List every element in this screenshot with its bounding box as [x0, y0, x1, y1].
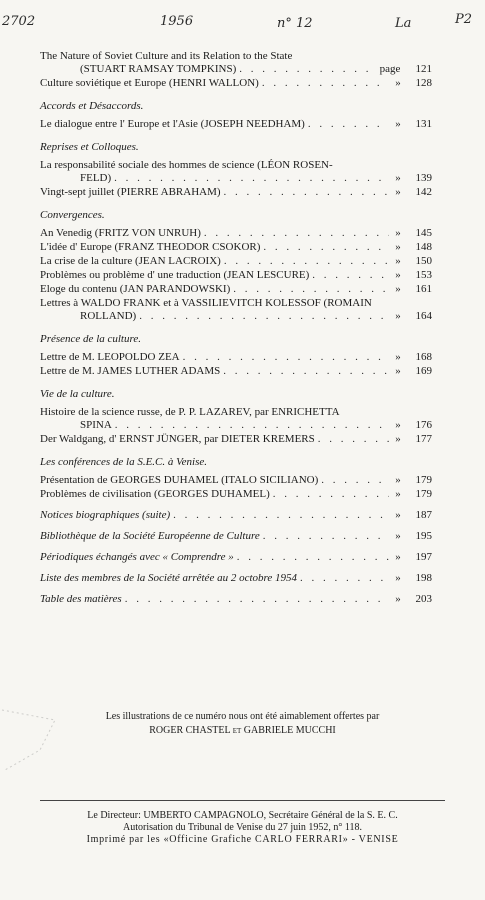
dot-leader: [224, 255, 389, 268]
section-heading: Convergences.: [40, 209, 105, 221]
toc-entry-title: The Nature of Soviet Culture and its Relation to the State: [40, 50, 293, 62]
toc-entry-title: Bibliothèque de la Société Européenne de Culture: [40, 530, 260, 542]
dot-leader: [308, 118, 389, 131]
faded-stamp-mark: [0, 690, 60, 790]
toc-entry: [40, 50, 432, 76]
toc-entry: [40, 433, 432, 446]
page-number: 150: [415, 255, 432, 267]
footer-authorisation: Autorisation du Tribunal de Venise du 27 juin 1952, n° 118.: [123, 822, 362, 833]
toc-entry-title: Lettre de M. LEOPOLDO ZEA: [40, 351, 180, 363]
page-number: 131: [415, 118, 432, 130]
page-marker: »: [395, 572, 401, 584]
toc-entry: [40, 118, 432, 131]
credits-line-1: Les illustrations de ce numéro nous ont été aimablement offertes par: [105, 711, 380, 722]
footer-printer: Imprimé par les «Officine Grafiche CARLO FERRARI» - VENISE: [86, 834, 399, 845]
dot-leader: [300, 572, 389, 585]
dot-leader: [263, 241, 389, 254]
illustration-credits: [0, 710, 485, 738]
handwritten-year: 1956: [160, 14, 194, 29]
dot-leader: [183, 351, 389, 364]
page-number: 176: [415, 419, 432, 431]
handwritten-number: 2702: [2, 14, 36, 29]
toc-entry-title: Notices biographiques (suite): [40, 509, 171, 521]
page-marker: »: [395, 530, 401, 542]
page-marker: »: [395, 509, 401, 521]
toc-entry-title: Liste des membres de la Société arrêtée au 2 octobre 1954: [40, 572, 298, 584]
page-marker: »: [395, 488, 401, 500]
toc-entry: [40, 488, 432, 501]
toc-entry-title: Der Waldgang, d' ERNST JÜNGER, par DIETER KREMERS: [40, 433, 315, 445]
toc-entry: [40, 365, 432, 378]
dot-leader: [263, 530, 389, 543]
toc-entry: [40, 77, 432, 90]
toc-entry: [40, 351, 432, 364]
handwritten-shelf: P2: [455, 12, 473, 27]
dot-leader: [273, 488, 389, 501]
page-marker: »: [395, 186, 401, 198]
toc-entry: [40, 406, 432, 432]
handwritten-code: La: [395, 16, 412, 31]
toc-entry-title: L'idée d' Europe (FRANZ THEODOR CSOKOR): [40, 241, 261, 253]
dot-leader: [237, 551, 389, 564]
table-of-contents: [40, 50, 432, 607]
dot-leader: [312, 269, 389, 282]
page-number: 179: [415, 474, 432, 486]
page-marker: »: [395, 283, 401, 295]
page-number: 179: [415, 488, 432, 500]
page-marker: »: [395, 269, 401, 281]
page-marker: »: [395, 310, 401, 322]
page-marker: »: [395, 593, 401, 605]
page-number: 121: [415, 63, 432, 75]
footer-director: Le Directeur: UMBERTO CAMPAGNOLO, Secrétaire Général de la S. E. C.: [87, 810, 398, 821]
section-heading: Vie de la culture.: [40, 388, 115, 400]
page-marker: »: [395, 172, 401, 184]
page-number: 177: [415, 433, 432, 445]
toc-entry-continuation: FELD): [80, 172, 112, 184]
page-marker: »: [395, 365, 401, 377]
dot-leader: [115, 419, 389, 432]
page-marker: »: [395, 551, 401, 563]
dot-leader: [114, 172, 389, 185]
page-number: 197: [415, 551, 432, 563]
toc-entry-title: Le dialogue entre l' Europe et l'Asie (JOSEPH NEEDHAM): [40, 118, 305, 130]
page-marker: »: [395, 474, 401, 486]
page-number: 187: [415, 509, 432, 521]
footer-divider: [40, 800, 445, 801]
toc-entry-title: Eloge du contenu (JAN PARANDOWSKI): [40, 283, 231, 295]
page-marker: »: [395, 118, 401, 130]
page-number: 164: [415, 310, 432, 322]
page-number: 139: [415, 172, 432, 184]
page-number: 203: [415, 593, 432, 605]
handwritten-annotations: [0, 8, 485, 38]
page-marker: »: [395, 351, 401, 363]
toc-entry-continuation: SPINA: [80, 419, 112, 431]
page-number: 195: [415, 530, 432, 542]
section-heading: Présence de la culture.: [40, 333, 141, 345]
toc-entry-title: Problèmes ou problème d' une traduction (JEAN LESCURE): [40, 269, 310, 281]
page-number: 148: [415, 241, 432, 253]
page-number: 198: [415, 572, 432, 584]
page-number: 153: [415, 269, 432, 281]
toc-entry: [40, 551, 432, 564]
toc-entry: [40, 283, 432, 296]
credits-line-2: ROGER CHASTEL et GABRIELE MUCCHI: [149, 725, 336, 736]
page-marker: »: [395, 241, 401, 253]
page-marker: »: [395, 419, 401, 431]
section-heading: Accords et Désaccords.: [40, 100, 144, 112]
toc-entry: [40, 186, 432, 199]
page-marker: »: [395, 255, 401, 267]
dot-leader: [139, 310, 389, 323]
section-heading: Reprises et Colloques.: [40, 141, 139, 153]
page-marker: page: [379, 63, 401, 75]
imprint-footer: [40, 810, 445, 846]
toc-entry-title: Table des matières: [40, 593, 122, 605]
toc-entry: [40, 241, 432, 254]
page-number: 168: [415, 351, 432, 363]
toc-entry-title: La crise de la culture (JEAN LACROIX): [40, 255, 221, 267]
toc-entry-title: La responsabilité sociale des hommes de science (LÉON ROSEN-: [40, 159, 333, 171]
toc-entry: [40, 572, 432, 585]
dot-leader: [233, 283, 389, 296]
toc-entry: [40, 297, 432, 323]
toc-entry-title: Présentation de GEORGES DUHAMEL (ITALO SICILIANO): [40, 474, 319, 486]
toc-entry-title: Problèmes de civilisation (GEORGES DUHAMEL): [40, 488, 270, 500]
handwritten-issue: n° 12: [277, 16, 313, 31]
toc-entry-title: Lettres à WALDO FRANK et à VASSILIEVITCH KOLESSOF (ROMAIN: [40, 297, 372, 309]
dot-leader: [239, 63, 373, 76]
dot-leader: [224, 186, 389, 199]
dot-leader: [318, 433, 389, 446]
page-number: 142: [415, 186, 432, 198]
page-marker: »: [395, 433, 401, 445]
section-heading: Les conférences de la S.E.C. à Venise.: [40, 456, 207, 468]
page-number: 145: [415, 227, 432, 239]
toc-entry: [40, 474, 432, 487]
dot-leader: [262, 77, 389, 90]
toc-entry: [40, 159, 432, 185]
dot-leader: [125, 593, 389, 606]
toc-entry: [40, 255, 432, 268]
toc-entry: [40, 227, 432, 240]
dot-leader: [204, 227, 389, 240]
dot-leader: [321, 474, 389, 487]
page-number: 161: [415, 283, 432, 295]
dot-leader: [223, 365, 389, 378]
toc-entry-title: Vingt-sept juillet (PIERRE ABRAHAM): [40, 186, 221, 198]
page-marker: »: [395, 227, 401, 239]
toc-entry: [40, 593, 432, 606]
page-number: 128: [415, 77, 432, 89]
toc-entry: [40, 509, 432, 522]
toc-entry-title: An Venedig (FRITZ VON UNRUH): [40, 227, 201, 239]
toc-entry-title: Lettre de M. JAMES LUTHER ADAMS: [40, 365, 221, 377]
toc-entry: [40, 530, 432, 543]
dot-leader: [173, 509, 389, 522]
toc-entry-title: Culture soviétique et Europe (HENRI WALLON): [40, 77, 259, 89]
toc-entry-title: Périodiques échangés avec « Comprendre »: [40, 551, 234, 563]
toc-entry: [40, 269, 432, 282]
toc-entry-title: Histoire de la science russe, de P. P. LAZAREV, par ENRICHETTA: [40, 406, 340, 418]
toc-entry-continuation: ROLLAND): [80, 310, 137, 322]
toc-entry-continuation: (STUART RAMSAY TOMPKINS): [80, 63, 237, 75]
page-number: 169: [415, 365, 432, 377]
page-marker: »: [395, 77, 401, 89]
